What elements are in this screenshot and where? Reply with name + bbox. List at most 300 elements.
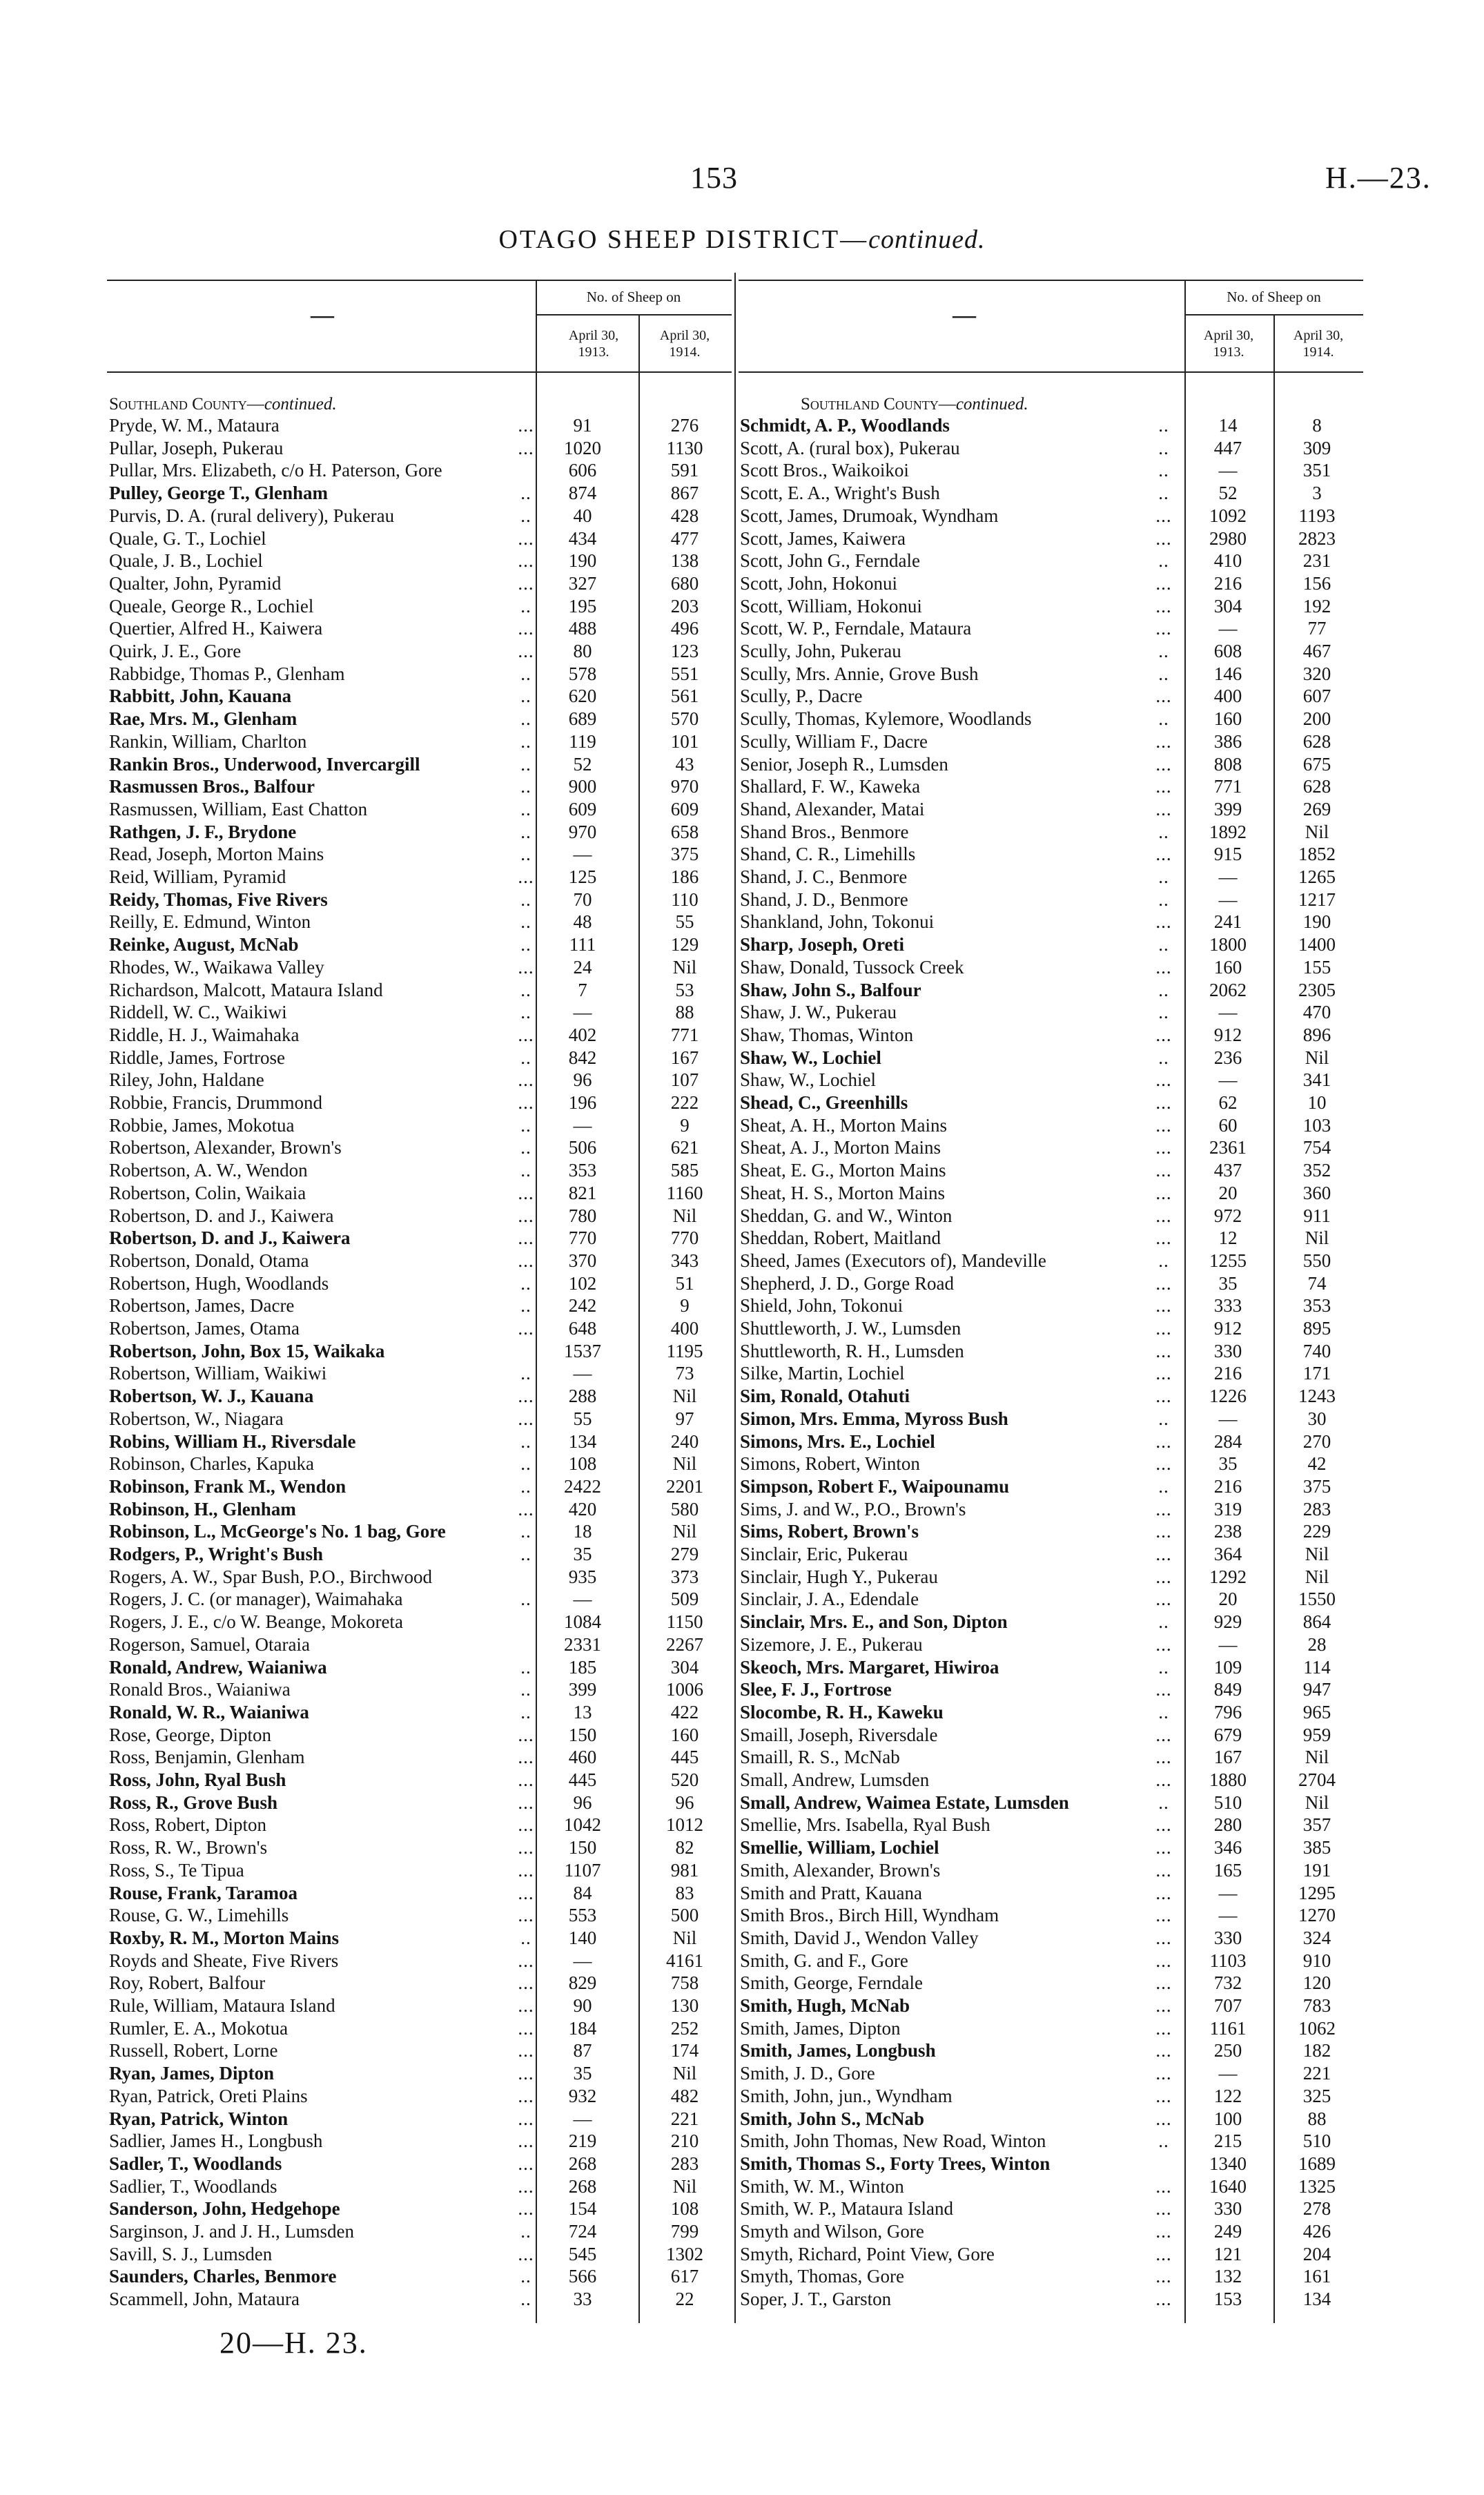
owner-name: Rumler, E. A., Mokotua: [109, 2017, 289, 2039]
right-table-row: [740, 889, 1361, 911]
owner-name: Robertson, D. and J., Kaiwera: [109, 1227, 351, 1249]
leader-dots: ..: [1158, 483, 1169, 504]
sheep-1914-value: 161: [1302, 2266, 1331, 2287]
sheep-1914-value: 155: [1302, 956, 1331, 978]
leader-dots: ...: [1155, 1295, 1172, 1317]
right-table-row: [740, 956, 1361, 979]
owner-name: Robertson, James, Dacre: [109, 1295, 295, 1317]
leader-dots: ...: [518, 437, 534, 458]
leader-dots: ..: [520, 979, 531, 1000]
sheep-1914-value: Nil: [1305, 1047, 1329, 1068]
left-table-row: [109, 2085, 730, 2108]
right-table-row: [740, 775, 1361, 798]
sheep-1914-value: 867: [670, 483, 699, 504]
sheep-1914-value: 360: [1302, 1182, 1331, 1203]
left-table-row: [109, 1408, 730, 1430]
sheep-1914-value: 910: [1302, 1950, 1331, 1971]
left-col1-header: April 30, 1913.: [568, 328, 619, 360]
sheep-1914-value: 53: [675, 979, 694, 1000]
owner-name: Rodgers, P., Wright's Bush: [109, 1544, 324, 1564]
right-table-row: [740, 2085, 1361, 2108]
leader-dots: ...: [1155, 1521, 1172, 1542]
sheep-1913-value: 1340: [1209, 2153, 1247, 2174]
right-county-name: Southland County—: [801, 395, 956, 414]
sheep-1914-value: 129: [670, 934, 699, 955]
left-county-name: Southland County—: [109, 395, 264, 414]
sheep-1914-value: 221: [1302, 2063, 1331, 2084]
right-table-row: [740, 1408, 1361, 1430]
sheep-1913-value: —: [573, 1950, 592, 1971]
left-table-row: [109, 979, 730, 1002]
sheep-1914-value: Nil: [672, 1453, 697, 1475]
sheep-1914-value: 174: [670, 2040, 699, 2061]
sheep-1914-value: 4161: [666, 1950, 703, 1971]
leader-dots: ...: [518, 2175, 534, 2197]
sheep-1914-value: 210: [670, 2130, 699, 2152]
right-table-row: [740, 1205, 1361, 1227]
sheep-1914-value: 200: [1302, 708, 1331, 730]
right-table-row: [740, 663, 1361, 686]
leader-dots: ...: [1155, 1633, 1172, 1655]
sheep-1913-value: 935: [568, 1566, 597, 1587]
sheep-1914-value: 138: [670, 550, 699, 572]
sheep-1914-value: 658: [670, 821, 699, 842]
sheep-1913-value: 400: [1213, 686, 1242, 707]
owner-name: Smith, Thomas S., Forty Trees, Winton: [740, 2153, 1051, 2174]
sheep-1914-value: 783: [1302, 1995, 1331, 2016]
leader-dots: ...: [1155, 1227, 1172, 1249]
sheep-1914-value: 304: [670, 1656, 699, 1678]
sheep-1914-value: 580: [670, 1498, 699, 1520]
leader-dots: ...: [518, 1882, 534, 1903]
leader-dots: ..: [520, 1475, 531, 1497]
sheep-1913-value: 972: [1213, 1205, 1242, 1226]
left-table-row: [109, 595, 730, 618]
left-table-row: [109, 572, 730, 595]
leader-dots: ...: [1155, 2040, 1172, 2061]
leader-dots: ..: [520, 1656, 531, 1678]
sheep-1913-value: 122: [1213, 2085, 1242, 2106]
right-table-row: [740, 1656, 1361, 1679]
owner-name: Small, Andrew, Waimea Estate, Lumsden: [740, 1792, 1069, 1813]
right-table-row: [740, 527, 1361, 550]
sheep-1913-value: 447: [1213, 437, 1242, 458]
sheep-1913-value: 33: [573, 2289, 592, 2310]
right-table-row: [740, 2197, 1361, 2220]
owner-name: Rankin, William, Charlton: [109, 730, 307, 752]
owner-name: Smith, W. M., Winton: [740, 2175, 904, 2197]
owner-name: Robins, William H., Riversdale: [109, 1430, 356, 1452]
owner-name: Robinson, L., McGeorge's No. 1 bag, Gore: [109, 1521, 446, 1542]
left-table-row: [109, 2265, 730, 2288]
sheep-1913-value: 780: [568, 1205, 597, 1226]
leader-dots: ...: [1155, 2221, 1172, 2242]
right-table-row: [740, 1927, 1361, 1950]
sheep-1913-value: 606: [568, 460, 597, 481]
owner-name: Pullar, Mrs. Elizabeth, c/o H. Paterson, Gore: [109, 460, 442, 481]
owner-name: Pryde, W. M., Mataura: [109, 415, 280, 436]
left-table-row: [109, 685, 730, 708]
owner-name: Sharp, Joseph, Oreti: [740, 934, 905, 955]
sheep-1914-value: 252: [670, 2017, 699, 2039]
owner-name: Rhodes, W., Waikawa Valley: [109, 956, 324, 978]
sheep-1913-value: 268: [568, 2175, 597, 2197]
owner-name: Ronald, Andrew, Waianiwa: [109, 1656, 327, 1678]
owner-name: Sinclair, J. A., Edendale: [740, 1589, 919, 1610]
owner-name: Scully, John, Pukerau: [740, 641, 901, 661]
leader-dots: ...: [518, 2153, 534, 2174]
left-table-row: [109, 2243, 730, 2266]
owner-name: Slee, F. J., Fortrose: [740, 1679, 892, 1700]
owner-name: Robinson, Charles, Kapuka: [109, 1453, 314, 1475]
leader-dots: ..: [520, 1589, 531, 1610]
sheep-1913-value: 1537: [564, 1340, 601, 1361]
leader-dots: ..: [520, 889, 531, 910]
right-table-row: [740, 1114, 1361, 1137]
leader-dots: ...: [518, 618, 534, 639]
leader-dots: ...: [518, 2130, 534, 2152]
sheep-1913-value: 620: [568, 686, 597, 707]
sheep-1914-value: 445: [670, 1747, 699, 1768]
left-table-row: [109, 1520, 730, 1543]
sheep-1914-value: 970: [670, 776, 699, 797]
leader-dots: ...: [518, 1205, 534, 1226]
left-table-row: [109, 1430, 730, 1453]
sheep-1913-value: 445: [568, 1769, 597, 1790]
owner-name: Sinclair, Mrs. E., and Son, Dipton: [740, 1611, 1008, 1633]
sheep-1913-value: 1084: [564, 1611, 601, 1633]
left-table-row: [109, 527, 730, 550]
owner-name: Robertson, Donald, Otama: [109, 1250, 309, 1271]
left-table-row: [109, 1904, 730, 1927]
owner-name: Sinclair, Hugh Y., Pukerau: [740, 1566, 938, 1587]
sheep-1913-value: 1892: [1209, 821, 1247, 842]
sheep-1913-value: 330: [1213, 2198, 1242, 2220]
leader-dots: ..: [520, 1137, 531, 1158]
left-table-row: [109, 1588, 730, 1611]
sheep-1914-value: 1012: [666, 1814, 703, 1836]
owner-name: Robbie, James, Mokotua: [109, 1114, 295, 1136]
sheep-1914-value: 959: [1302, 1724, 1331, 1745]
leader-dots: ...: [518, 1498, 534, 1520]
leader-dots: ...: [1155, 1114, 1172, 1136]
sheep-1914-value: 1852: [1298, 844, 1336, 865]
sheep-1914-value: 88: [1307, 2108, 1327, 2129]
owner-name: Riddle, H. J., Waimahaka: [109, 1024, 300, 1045]
sheep-1913-value: 346: [1213, 1837, 1242, 1858]
sheep-1913-value: 35: [573, 2063, 592, 2084]
owner-name: Simon, Mrs. Emma, Myross Bush: [740, 1408, 1008, 1429]
owner-name: Scott, William, Hokonui: [740, 595, 922, 617]
owner-name: Rogers, J. C. (or manager), Waimahaka: [109, 1589, 403, 1610]
sheep-1913-value: 236: [1213, 1047, 1242, 1068]
sheep-1913-value: —: [1218, 1633, 1238, 1655]
right-table-row: [740, 550, 1361, 572]
left-table-row: [109, 1091, 730, 1114]
sheep-1913-value: 146: [1213, 663, 1242, 684]
leader-dots: ..: [1158, 1475, 1169, 1497]
sheep-1913-value: 96: [573, 1792, 592, 1813]
owner-name: Smith and Pratt, Kauana: [740, 1882, 922, 1903]
owner-name: Robertson, John, Box 15, Waikaka: [109, 1340, 385, 1361]
sheep-1913-value: 242: [568, 1295, 597, 1317]
leader-dots: ...: [1155, 1272, 1172, 1294]
sheep-1913-value: —: [1218, 2063, 1238, 2084]
left-table-row: [109, 437, 730, 460]
leader-dots: ...: [1155, 505, 1172, 526]
sheep-1914-value: 675: [1302, 753, 1331, 775]
leader-dots: ...: [1155, 1318, 1172, 1339]
sheep-1913-value: 1255: [1209, 1250, 1247, 1271]
left-table-row: [109, 505, 730, 527]
owner-name: Savill, S. J., Lumsden: [109, 2243, 273, 2264]
sheep-1913-value: 1107: [564, 1859, 601, 1881]
sheep-1913-value: 40: [573, 505, 592, 526]
sheep-1914-value: 229: [1302, 1521, 1331, 1542]
sheep-1913-value: 900: [568, 776, 597, 797]
owner-name: Smyth, Richard, Point View, Gore: [740, 2243, 995, 2264]
right-table-row: [740, 2039, 1361, 2062]
leader-dots: ...: [518, 527, 534, 549]
sheep-1914-value: Nil: [1305, 1747, 1329, 1768]
left-table-row: [109, 617, 730, 640]
sheep-1913-value: 215: [1213, 2130, 1242, 2152]
left-county-continued: continued.: [264, 395, 337, 414]
owner-name: Shuttleworth, R. H., Lumsden: [740, 1340, 964, 1361]
page-number: 153: [690, 161, 738, 195]
sheep-1913-value: 190: [568, 550, 597, 572]
right-table-row: [740, 1294, 1361, 1317]
left-table-row: [109, 1882, 730, 1905]
owner-name: Scott, John, Hokonui: [740, 572, 898, 594]
right-table-row: [740, 2265, 1361, 2288]
owner-name: Queale, George R., Lochiel: [109, 595, 314, 617]
owner-name: Smith, James, Dipton: [740, 2017, 901, 2039]
right-table-row: [740, 414, 1361, 437]
right-table-row: [740, 843, 1361, 866]
right-table-row: [740, 798, 1361, 821]
owner-name: Ross, Robert, Dipton: [109, 1814, 267, 1836]
sheep-1914-value: 375: [670, 844, 699, 865]
left-table-row: [109, 1701, 730, 1724]
leader-dots: ...: [518, 641, 534, 661]
sheep-1913-value: 184: [568, 2017, 597, 2039]
sheep-1913-value: 386: [1213, 730, 1242, 752]
left-table-row: [109, 2017, 730, 2040]
sheep-1914-value: Nil: [672, 1205, 697, 1226]
owner-name: Sheddan, G. and W., Winton: [740, 1205, 953, 1226]
leader-dots: ..: [1158, 708, 1169, 730]
sheep-1913-value: —: [573, 1002, 592, 1023]
leader-dots: ..: [520, 1295, 531, 1317]
owner-name: Shand, Alexander, Matai: [740, 798, 925, 819]
right-table-row: [740, 1385, 1361, 1408]
right-table-row: [740, 730, 1361, 753]
leader-dots: ...: [518, 1905, 534, 1926]
sheep-1914-value: 550: [1302, 1250, 1331, 1271]
owner-name: Robertson, Colin, Waikaia: [109, 1182, 306, 1203]
sheep-1914-value: 77: [1307, 618, 1327, 639]
right-table-row: [740, 1430, 1361, 1453]
sheep-1913-value: 13: [573, 1701, 592, 1722]
sheep-1914-value: 758: [670, 1972, 699, 1994]
sheep-1913-value: 319: [1213, 1498, 1242, 1520]
owner-name: Reinke, August, McNab: [109, 934, 299, 955]
owner-name: Shepherd, J. D., Gorge Road: [740, 1272, 954, 1294]
sheep-1914-value: 357: [1302, 1814, 1331, 1836]
owner-name: Shand, C. R., Limehills: [740, 844, 916, 865]
leader-dots: ..: [520, 730, 531, 752]
sheep-1913-value: 506: [568, 1137, 597, 1158]
sheep-1913-value: —: [1218, 1002, 1238, 1023]
sheep-1913-value: 410: [1213, 550, 1242, 572]
leader-dots: ..: [520, 1272, 531, 1294]
right-table-row: [740, 1814, 1361, 1836]
sheep-1914-value: 628: [1302, 776, 1331, 797]
sheep-1914-value: 107: [670, 1069, 699, 1091]
sheep-1913-value: 238: [1213, 1521, 1242, 1542]
sheep-1914-value: 279: [670, 1544, 699, 1564]
sheep-1914-value: 203: [670, 595, 699, 617]
owner-name: Scott, A. (rural box), Pukerau: [740, 437, 960, 458]
sheep-1913-value: —: [1218, 1905, 1238, 1926]
owner-name: Robertson, W., Niagara: [109, 1408, 284, 1429]
sheep-1913-value: 849: [1213, 1679, 1242, 1700]
right-table-row: [740, 1272, 1361, 1295]
owner-name: Sadler, T., Woodlands: [109, 2153, 282, 2174]
sheep-1914-value: 28: [1307, 1633, 1327, 1655]
sheep-1913-value: 55: [573, 1408, 592, 1429]
right-county-continued: continued.: [955, 395, 1028, 414]
sheep-1913-value: —: [573, 1589, 592, 1610]
sheep-1914-value: Nil: [672, 2175, 697, 2197]
owner-name: Richardson, Malcott, Mataura Island: [109, 979, 383, 1000]
sheep-1913-value: 160: [1213, 708, 1242, 730]
leader-dots: ...: [1155, 1453, 1172, 1475]
sheep-1913-value: 932: [568, 2085, 597, 2106]
right-table-row: [740, 1047, 1361, 1069]
sheep-1913-value: 510: [1213, 1792, 1242, 1813]
owner-name: Sheddan, Robert, Maitland: [740, 1227, 941, 1249]
owner-name: Smith, Hugh, McNab: [740, 1995, 910, 2016]
right-table-row: [740, 1543, 1361, 1566]
leader-dots: ..: [520, 844, 531, 865]
sheep-1914-value: 591: [670, 460, 699, 481]
sheep-1913-value: 62: [1218, 1092, 1238, 1113]
right-table-row: [740, 1001, 1361, 1024]
owner-name: Ross, R. W., Brown's: [109, 1837, 268, 1858]
sheep-1914-value: 192: [1302, 595, 1331, 617]
owner-name: Reilly, E. Edmund, Winton: [109, 911, 311, 933]
right-table-row: [740, 437, 1361, 460]
right-table-row: [740, 617, 1361, 640]
owner-name: Pullar, Joseph, Pukerau: [109, 437, 284, 458]
left-table-row: [109, 821, 730, 844]
sheep-1913-value: 70: [573, 889, 592, 910]
sheep-1914-value: 324: [1302, 1927, 1331, 1948]
sheep-1913-value: 364: [1213, 1544, 1242, 1564]
sheep-1913-value: 216: [1213, 1363, 1242, 1384]
owner-name: Rouse, Frank, Taramoa: [109, 1882, 298, 1903]
leader-dots: ...: [1155, 1995, 1172, 2016]
sheep-1913-value: 52: [573, 753, 592, 775]
left-table-row: [109, 1678, 730, 1701]
leader-dots: ...: [518, 1227, 534, 1249]
owner-name: Shaw, W., Lochiel: [740, 1047, 881, 1068]
right-table-row: [740, 1520, 1361, 1543]
right-table-row: [740, 1566, 1361, 1589]
sheep-1913-value: 268: [568, 2153, 597, 2174]
owner-name: Purvis, D. A. (rural delivery), Pukerau: [109, 505, 395, 526]
right-table-row: [740, 1746, 1361, 1769]
leader-dots: ...: [1155, 798, 1172, 819]
sheep-1913-value: 1880: [1209, 1769, 1247, 1790]
sheep-1913-value: 689: [568, 708, 597, 730]
left-table-row: [109, 2288, 730, 2311]
top-rule-right: [739, 280, 1363, 281]
sheep-1914-value: 1130: [666, 437, 703, 458]
sheep-1914-value: 182: [1302, 2040, 1331, 2061]
owner-name: Sadlier, James H., Longbush: [109, 2130, 323, 2152]
sheep-1914-value: 134: [1302, 2289, 1331, 2310]
leader-dots: ..: [520, 1363, 531, 1384]
leader-dots: ..: [1158, 663, 1169, 684]
leader-dots: ...: [518, 1724, 534, 1745]
sheep-1914-value: 510: [1302, 2130, 1331, 2152]
leader-dots: ..: [1158, 1047, 1169, 1068]
leader-dots: ..: [1158, 460, 1169, 481]
leader-dots: ...: [1155, 686, 1172, 707]
right-table-row: [740, 1091, 1361, 1114]
owner-name: Quirk, J. E., Gore: [109, 641, 242, 661]
leader-dots: ..: [520, 1160, 531, 1181]
right-table-row: [740, 1769, 1361, 1792]
sheep-1913-value: 1161: [1209, 2017, 1247, 2039]
right-table-row: [740, 2175, 1361, 2198]
leader-dots: ...: [518, 2198, 534, 2220]
owner-name: Ross, John, Ryal Bush: [109, 1769, 286, 1790]
left-table-row: [109, 1047, 730, 1069]
sheep-1914-value: 114: [1303, 1656, 1331, 1678]
left-table-row: [109, 2220, 730, 2243]
leader-dots: ...: [518, 1950, 534, 1971]
owner-name: Slocombe, R. H., Kaweku: [740, 1701, 944, 1722]
owner-name: Ross, S., Te Tipua: [109, 1859, 244, 1881]
sheep-1914-value: 353: [1302, 1295, 1331, 1317]
owner-name: Robertson, Alexander, Brown's: [109, 1137, 342, 1158]
left-table-row: [109, 1792, 730, 1814]
leader-dots: ...: [1155, 2017, 1172, 2039]
leader-dots: ..: [520, 1701, 531, 1722]
leader-dots: ..: [520, 1927, 531, 1948]
sheep-1913-value: 399: [1213, 798, 1242, 819]
sheep-1913-value: 125: [568, 866, 597, 887]
owner-name: Schmidt, A. P., Woodlands: [740, 415, 950, 436]
title-continued: continued.: [868, 225, 986, 254]
sheep-1913-value: 284: [1213, 1430, 1242, 1452]
sheep-1914-value: 42: [1307, 1453, 1327, 1475]
sheep-1914-value: 770: [670, 1227, 699, 1249]
sheep-1913-value: 20: [1218, 1182, 1238, 1203]
sheep-1913-value: 1800: [1209, 934, 1247, 955]
leader-dots: ...: [518, 1995, 534, 2016]
owner-name: Scott, James, Drumoak, Wyndham: [740, 505, 999, 526]
left-table-row: [109, 708, 730, 730]
owner-name: Scott, W. P., Ferndale, Mataura: [740, 618, 972, 639]
sheep-1914-value: 1062: [1298, 2017, 1336, 2039]
leader-dots: ...: [518, 1182, 534, 1203]
owner-name: Shaw, John S., Balfour: [740, 979, 921, 1000]
